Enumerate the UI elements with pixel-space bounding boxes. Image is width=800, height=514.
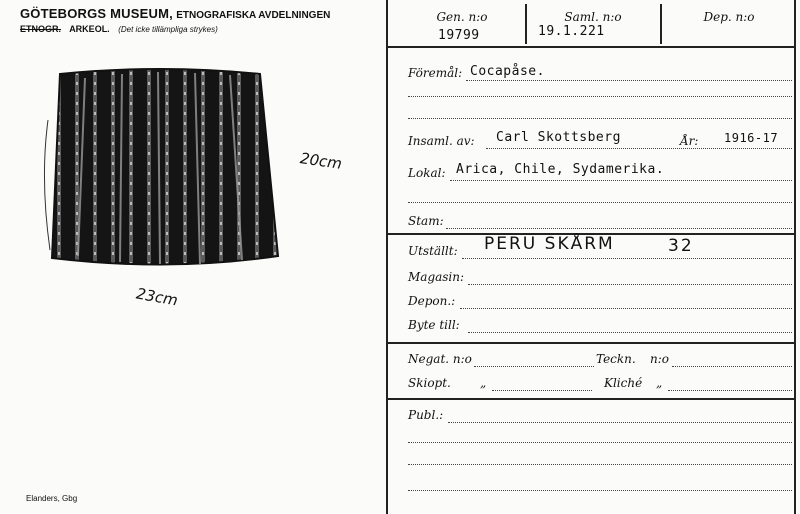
kliche-line <box>668 390 792 391</box>
publ-line <box>448 422 792 423</box>
gen-value: 19799 <box>438 28 480 43</box>
foremal-line <box>466 80 792 81</box>
negat-line <box>474 366 594 367</box>
teckn-label: Teckn. <box>596 352 636 366</box>
lokal-label: Lokal: <box>408 166 446 180</box>
header-rule <box>386 46 796 48</box>
utstallt-label: Utställt: <box>408 244 458 258</box>
right-border <box>794 0 796 514</box>
etnogr-struck: ETNOGR. <box>20 24 62 34</box>
foremal-value: Cocapåse. <box>470 64 545 79</box>
depon-line <box>460 308 792 309</box>
utstallt-line <box>462 258 792 259</box>
card-divider <box>386 0 388 514</box>
department-name: ETNOGRAFISKA AVDELNINGEN <box>176 10 331 21</box>
gen-label: Gen. n:o <box>436 10 488 24</box>
negat-label: Negat. n:o <box>408 352 472 366</box>
stam-line <box>446 228 792 229</box>
foremal-line-3 <box>408 118 792 119</box>
utstallt-number: 32 <box>668 236 694 256</box>
skiopt-label: Skiopt. <box>408 376 451 390</box>
arkeol-label: ARKEOL. <box>69 24 110 34</box>
kliche-ditto: „ <box>656 376 663 390</box>
museum-name: GÖTEBORGS MUSEUM, <box>20 6 173 21</box>
foremal-label: Föremål: <box>408 66 463 80</box>
insaml-label: Insaml. av: <box>408 134 475 148</box>
lokal-line-2 <box>408 202 792 203</box>
ar-label: År: <box>680 134 699 148</box>
museum-header <box>20 6 330 21</box>
bag-shape <box>52 69 278 265</box>
stam-label: Stam: <box>408 214 444 228</box>
col-sep-2 <box>660 4 662 44</box>
magasin-label: Magasin: <box>408 270 465 284</box>
height-dimension: 20cm <box>298 149 344 173</box>
teckn-line <box>672 366 792 367</box>
object-drawing <box>30 60 330 310</box>
ar-value: 1916-17 <box>724 131 779 145</box>
publ-line-2 <box>408 442 792 443</box>
saml-value: 19.1.221 <box>538 24 605 39</box>
width-dimension: 23cm <box>134 284 180 310</box>
saml-label: Saml. n:o <box>564 10 622 24</box>
kliche-label: Kliché <box>604 376 643 390</box>
depon-label: Depon.: <box>408 294 456 308</box>
publ-label: Publ.: <box>408 408 444 422</box>
lokal-line <box>450 180 792 181</box>
teckn-suffix: n:o <box>650 352 669 366</box>
dep-label: Dep. n:o <box>703 10 755 24</box>
printer-mark: Elanders, Gbg <box>26 494 78 503</box>
col-sep-1 <box>525 4 527 44</box>
strike-note: (Det icke tillämpliga strykes) <box>118 25 218 34</box>
utstallt-value: PERU SKÅRM <box>484 234 615 254</box>
magasin-line <box>468 284 792 285</box>
skiopt-line <box>492 390 592 391</box>
lokal-value: Arica, Chile, Sydamerika. <box>456 162 665 177</box>
publ-line-4 <box>408 490 792 491</box>
byte-line <box>468 332 792 333</box>
publ-line-3 <box>408 464 792 465</box>
section-rule-3 <box>386 398 796 400</box>
foremal-line-2 <box>408 96 792 97</box>
insaml-line <box>486 148 792 149</box>
skiopt-ditto: „ <box>480 376 487 390</box>
byte-label: Byte till: <box>408 318 460 332</box>
section-line <box>20 24 224 34</box>
section-rule-2 <box>386 342 796 344</box>
insaml-value: Carl Skottsberg <box>496 130 621 145</box>
